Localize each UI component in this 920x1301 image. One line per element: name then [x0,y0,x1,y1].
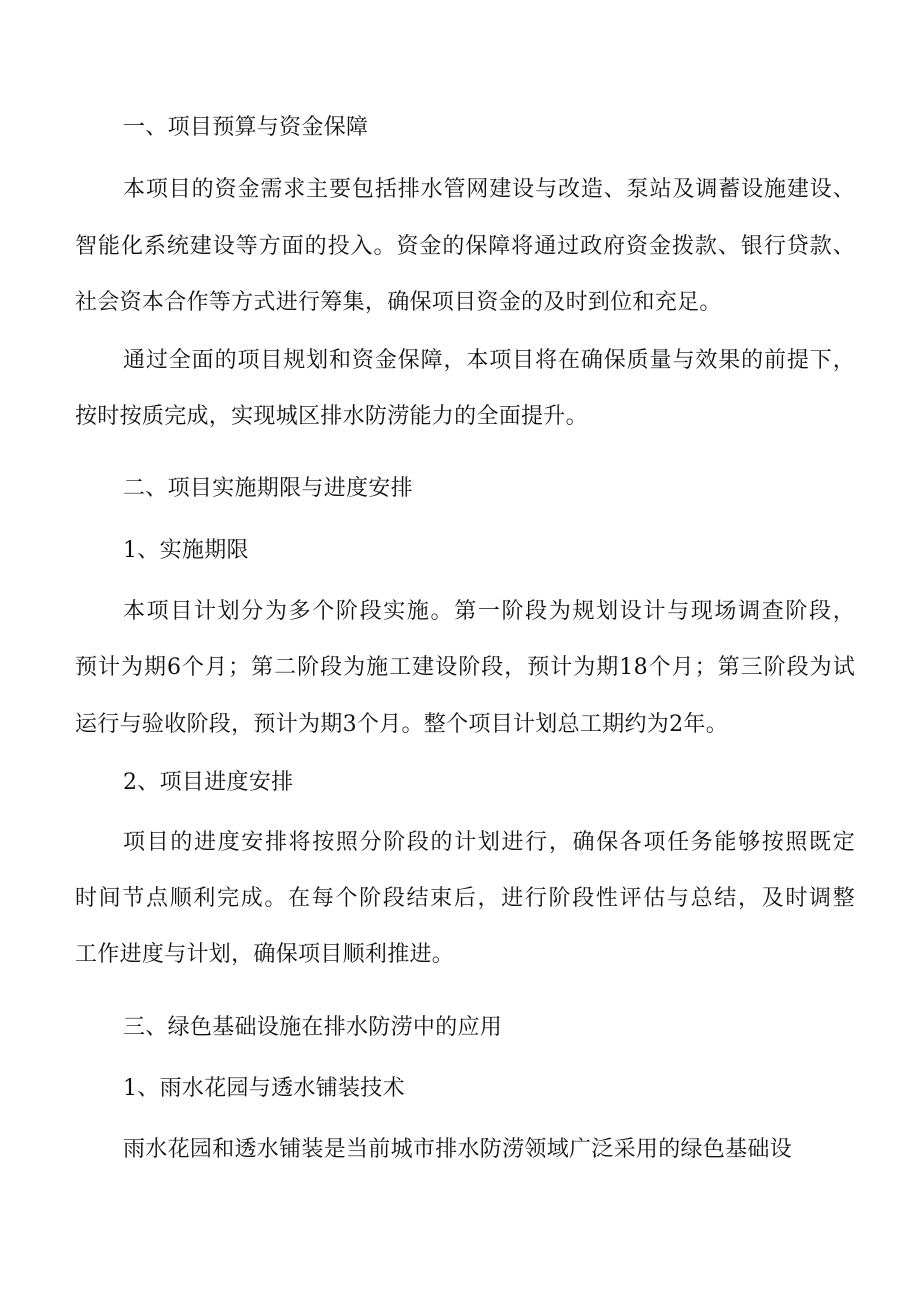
section-heading-green-infrastructure: 三、绿色基础设施在排水防涝中的应用 [123,1015,503,1040]
paragraph-line: 通过全面的项目规划和资金保障，本项目将在确保质量与效果的前提下， [123,348,855,373]
paragraph-line: 预计为期6个月；第二阶段为施工建设阶段，预计为期18个月；第三阶段为试 [75,655,855,680]
subsection-heading-period: 1、实施期限 [123,538,249,563]
paragraph-line: 雨水花园和透水铺装是当前城市排水防涝领域广泛采用的绿色基础设 [123,1137,793,1162]
section-heading-budget: 一、项目预算与资金保障 [123,115,369,140]
paragraph-line: 按时按质完成，实现城区排水防涝能力的全面提升。 [75,404,588,429]
subsection-heading-progress: 2、项目进度安排 [123,770,294,795]
paragraph-line: 工作进度与计划，确保项目顺利推进。 [75,942,455,967]
paragraph-line: 时间节点顺利完成。在每个阶段结束后，进行阶段性评估与总结，及时调整 [75,886,855,911]
paragraph-line: 本项目的资金需求主要包括排水管网建设与改造、泵站及调蓄设施建设、 [123,177,855,202]
paragraph-line: 运行与验收阶段，预计为期3个月。整个项目计划总工期约为2年。 [75,712,728,737]
paragraph-line: 社会资本合作等方式进行筹集，确保项目资金的及时到位和充足。 [75,290,722,315]
paragraph-line: 项目的进度安排将按照分阶段的计划进行，确保各项任务能够按照既定 [123,830,855,855]
paragraph-line: 智能化系统建设等方面的投入。资金的保障将通过政府资金拨款、银行贷款、 [75,234,855,259]
subsection-heading-rain-garden: 1、雨水花园与透水铺装技术 [123,1076,405,1101]
section-heading-schedule: 二、项目实施期限与进度安排 [123,476,413,501]
paragraph-line: 本项目计划分为多个阶段实施。第一阶段为规划设计与现场调查阶段， [123,599,855,624]
